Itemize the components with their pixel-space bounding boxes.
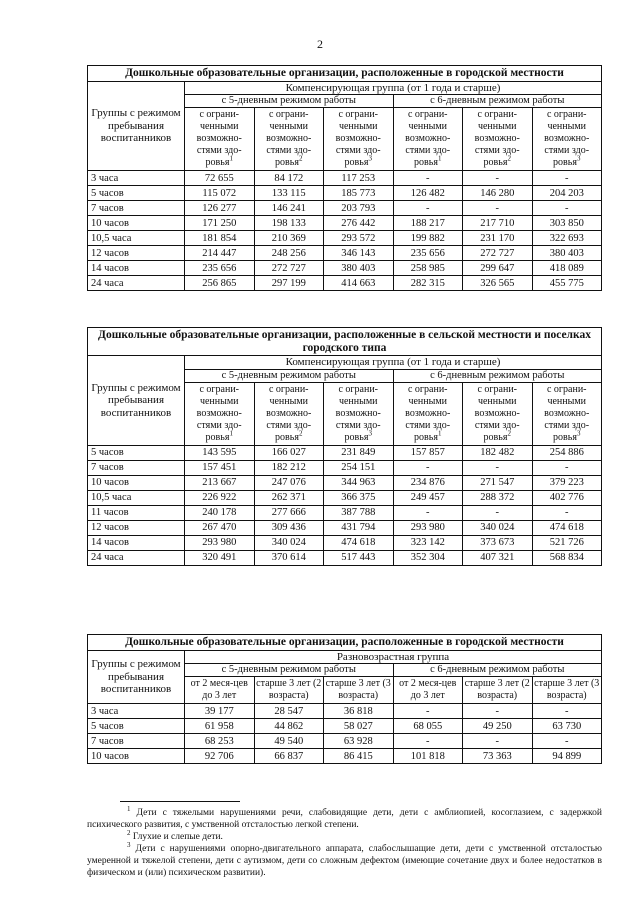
table-cell: 370 614 <box>254 550 324 565</box>
tariff-table-urban-mixed-age <box>87 634 602 764</box>
footnotes <box>87 804 603 879</box>
table-cell: 199 882 <box>393 231 463 246</box>
table-row <box>88 201 602 216</box>
column-header: старше 3 лет (2 возраста) <box>254 677 324 704</box>
row-label: 5 часов <box>88 445 185 460</box>
column-header <box>463 382 533 445</box>
table-cell: 521 726 <box>532 535 602 550</box>
table-row <box>88 505 602 520</box>
table-cell: 299 647 <box>463 261 533 276</box>
table-cell: 235 656 <box>185 261 255 276</box>
column-header-text: с ограни-ченными возможно-стями здо-ровья <box>266 109 312 168</box>
table-cell: - <box>393 734 463 749</box>
row-label: 10 часов <box>88 216 185 231</box>
table-title: Дошкольные образовательные организации, расположенные в городской местности <box>88 635 602 651</box>
column-header-text: с ограни-ченными возможно-стями здо-ровья <box>544 383 590 443</box>
table-cell: - <box>393 201 463 216</box>
row-label: 10,5 часа <box>88 231 185 246</box>
row-label: 7 часов <box>88 460 185 475</box>
group-header: Группы с режимом пребывания воспитанников <box>88 81 185 171</box>
footnote <box>87 840 603 879</box>
table-cell: 248 256 <box>254 246 324 261</box>
table-cell: 92 706 <box>185 749 255 764</box>
footnote-text: Дети с тяжелыми нарушениями речи, слабовидящие дети, дети с амблиопией, косоглазием, с задержкой психического развития, с умственной отсталостью легкой степени. <box>87 808 602 830</box>
table-cell: 272 727 <box>254 261 324 276</box>
column-header <box>185 108 255 171</box>
table-row <box>88 246 602 261</box>
table-cell: 146 241 <box>254 201 324 216</box>
table-cell: 340 024 <box>254 535 324 550</box>
table-cell: 455 775 <box>532 276 602 291</box>
table-cell: 322 693 <box>532 231 602 246</box>
group-header: Группы с режимом пребывания воспитанников <box>88 356 185 446</box>
five-day-header: с 5-дневным режимом работы <box>185 95 394 108</box>
row-label: 7 часов <box>88 734 185 749</box>
table-cell: 157 857 <box>393 445 463 460</box>
table-cell: 166 027 <box>254 445 324 460</box>
column-header-text: с ограни-ченными возможно-стями здо-ровья <box>544 109 590 168</box>
row-label: 24 часа <box>88 550 185 565</box>
table-cell: 217 710 <box>463 216 533 231</box>
five-day-header: с 5-дневным режимом работы <box>185 664 394 677</box>
table-cell: 101 818 <box>393 749 463 764</box>
row-label: 24 часа <box>88 276 185 291</box>
table-row <box>88 231 602 246</box>
footnote <box>87 828 602 843</box>
table-row <box>88 719 602 734</box>
table-cell: 63 928 <box>324 734 394 749</box>
table-cell: 387 788 <box>324 505 394 520</box>
footnote-text: Дети с нарушениями опорно-двигательного аппарата, слабослышащие дети, дети с умственной отсталостью умеренной и тяжелой степени, дети с аутизмом, дети со сложным дефектом (имеющие сочетание двух и более недостатков в физическом и (или) психическом развитии). <box>87 844 603 878</box>
table-cell: - <box>463 505 533 520</box>
table-cell: 249 457 <box>393 490 463 505</box>
group-header: Группы с режимом пребывания воспитанников <box>88 650 185 704</box>
column-header <box>254 382 324 445</box>
column-header-text: с ограни-ченными возможно-стями здо-ровья <box>474 383 520 443</box>
table-cell: 293 980 <box>185 535 255 550</box>
table-cell: 340 024 <box>463 520 533 535</box>
table-cell: 380 403 <box>324 261 394 276</box>
table-cell: 309 436 <box>254 520 324 535</box>
six-day-header: с 6-дневным режимом работы <box>393 664 602 677</box>
column-header-text: с ограни-ченными возможно-стями здо-ровья <box>405 383 451 443</box>
table-row <box>88 550 602 565</box>
table-cell: 36 818 <box>324 704 394 719</box>
table-cell: 474 618 <box>324 535 394 550</box>
column-header <box>532 108 602 171</box>
row-label: 5 часов <box>88 186 185 201</box>
table-cell: 402 776 <box>532 490 602 505</box>
table-cell: 115 072 <box>185 186 255 201</box>
row-label: 12 часов <box>88 246 185 261</box>
table-cell: 182 212 <box>254 460 324 475</box>
column-header <box>185 382 255 445</box>
table-cell: 474 618 <box>532 520 602 535</box>
table-cell: 346 143 <box>324 246 394 261</box>
table-cell: 373 673 <box>463 535 533 550</box>
column-header: от 2 меся-цев до 3 лет <box>185 677 255 704</box>
table-cell: 326 565 <box>463 276 533 291</box>
table-cell: 431 794 <box>324 520 394 535</box>
table-cell: 44 862 <box>254 719 324 734</box>
column-header <box>324 108 394 171</box>
column-header <box>254 108 324 171</box>
row-label: 7 часов <box>88 201 185 216</box>
footnote-text: Глухие и слепые дети. <box>132 832 223 842</box>
table-cell: 213 667 <box>185 475 255 490</box>
table-cell: 133 115 <box>254 186 324 201</box>
footnote-ref: 3 <box>576 429 581 438</box>
table-cell: - <box>463 734 533 749</box>
footnote-mark: 2 <box>127 828 131 837</box>
table-row <box>88 171 602 186</box>
six-day-header: с 6-дневным режимом работы <box>393 369 602 382</box>
tariff-table-rural-compensating <box>87 327 602 566</box>
table-cell: 214 447 <box>185 246 255 261</box>
table-cell: 126 482 <box>393 186 463 201</box>
table-cell: 157 451 <box>185 460 255 475</box>
table-title: Дошкольные образовательные организации, расположенные в сельской местности и поселках городского типа <box>88 328 602 356</box>
table-row <box>88 535 602 550</box>
row-label: 3 часа <box>88 704 185 719</box>
table-cell: 256 865 <box>185 276 255 291</box>
column-header: старше 3 лет (3 возраста) <box>532 677 602 704</box>
table-cell: 171 250 <box>185 216 255 231</box>
table-cell: 143 595 <box>185 445 255 460</box>
column-header-text: с ограни-ченными возможно-стями здо-ровья <box>266 383 312 443</box>
column-header-text: с ограни-ченными возможно-стями здо-ровья <box>405 109 451 168</box>
table-cell: 58 027 <box>324 719 394 734</box>
footnote-ref: 2 <box>507 154 511 163</box>
row-label: 14 часов <box>88 261 185 276</box>
table-cell: 94 899 <box>532 749 602 764</box>
column-header-text: с ограни-ченными возможно-стями здо-ровья <box>196 383 242 443</box>
table-cell: 181 854 <box>185 231 255 246</box>
table-cell: - <box>532 704 602 719</box>
table-cell: 39 177 <box>185 704 255 719</box>
footnote-ref: 3 <box>368 429 372 438</box>
table-cell: 303 850 <box>532 216 602 231</box>
table-cell: 28 547 <box>254 704 324 719</box>
table-cell: 61 958 <box>185 719 255 734</box>
table-row <box>88 216 602 231</box>
footnote-ref: 2 <box>507 429 511 438</box>
table-cell: 210 369 <box>254 231 324 246</box>
table-cell: 247 076 <box>254 475 324 490</box>
column-header <box>532 382 602 445</box>
table-cell: 277 666 <box>254 505 324 520</box>
table-cell: 63 730 <box>532 719 602 734</box>
table-cell: 517 443 <box>324 550 394 565</box>
table-cell: 185 773 <box>324 186 394 201</box>
column-header: старше 3 лет (3 возраста) <box>324 677 394 704</box>
table-cell: - <box>393 171 463 186</box>
column-header <box>463 108 533 171</box>
footnote-ref: 2 <box>298 429 303 438</box>
table-cell: 72 655 <box>185 171 255 186</box>
table-cell: 68 055 <box>393 719 463 734</box>
table-cell: 352 304 <box>393 550 463 565</box>
table-cell: - <box>393 460 463 475</box>
column-header-text: с ограни-ченными возможно-стями здо-ровья <box>196 109 242 168</box>
column-header-text: с ограни-ченными возможно-стями здо-ровья <box>335 109 381 168</box>
row-label: 12 часов <box>88 520 185 535</box>
table-cell: 231 849 <box>324 445 394 460</box>
footnote-separator <box>120 801 240 802</box>
row-label: 10 часов <box>88 749 185 764</box>
table-cell: 366 375 <box>324 490 394 505</box>
six-day-header: с 6-дневным режимом работы <box>393 95 602 108</box>
table-cell: 271 547 <box>463 475 533 490</box>
table-row <box>88 475 602 490</box>
group-type-header: Компенсирующая группа (от 1 года и старше) <box>185 81 602 95</box>
footnote-mark: 3 <box>127 840 131 849</box>
footnote-ref: 1 <box>437 429 442 438</box>
table-cell: 380 403 <box>532 246 602 261</box>
tariff-table-urban-compensating <box>87 65 602 291</box>
table-cell: - <box>463 201 533 216</box>
footnote-ref: 1 <box>229 154 233 163</box>
column-header <box>324 382 394 445</box>
table-cell: 293 572 <box>324 231 394 246</box>
table-cell: 204 203 <box>532 186 602 201</box>
footnote-ref: 3 <box>576 154 581 163</box>
table-cell: 126 277 <box>185 201 255 216</box>
footnote-mark: 1 <box>127 804 131 813</box>
row-label: 5 часов <box>88 719 185 734</box>
table-cell: 568 834 <box>532 550 602 565</box>
table-row <box>88 261 602 276</box>
footnote <box>87 804 602 831</box>
table-cell: - <box>532 734 602 749</box>
table-cell: 254 886 <box>532 445 602 460</box>
column-header-text: с ограни-ченными возможно-стями здо-ровья <box>474 109 520 168</box>
footnote-ref: 1 <box>437 154 442 163</box>
table-cell: - <box>463 460 533 475</box>
table-cell: 293 980 <box>393 520 463 535</box>
table-cell: 188 217 <box>393 216 463 231</box>
table-cell: 86 415 <box>324 749 394 764</box>
table-row <box>88 520 602 535</box>
footnote-ref: 3 <box>368 154 372 163</box>
table-row <box>88 445 602 460</box>
table-cell: 254 151 <box>324 460 394 475</box>
table-cell: 66 837 <box>254 749 324 764</box>
table-cell: 379 223 <box>532 475 602 490</box>
table-cell: 267 470 <box>185 520 255 535</box>
column-header: от 2 меся-цев до 3 лет <box>393 677 463 704</box>
group-type-header: Разновозрастная группа <box>185 650 602 664</box>
table-cell: 262 371 <box>254 490 324 505</box>
table-cell: 297 199 <box>254 276 324 291</box>
table-row <box>88 276 602 291</box>
table-cell: 146 280 <box>463 186 533 201</box>
five-day-header: с 5-дневным режимом работы <box>185 369 394 382</box>
table-cell: 231 170 <box>463 231 533 246</box>
table-cell: - <box>532 171 602 186</box>
table-cell: 288 372 <box>463 490 533 505</box>
table-cell: - <box>463 704 533 719</box>
table-row <box>88 490 602 505</box>
table-cell: 282 315 <box>393 276 463 291</box>
table-cell: 258 985 <box>393 261 463 276</box>
table-cell: 418 089 <box>532 261 602 276</box>
table-row <box>88 734 602 749</box>
table-cell: 344 963 <box>324 475 394 490</box>
table-cell: - <box>532 201 602 216</box>
group-type-header: Компенсирующая группа (от 1 года и старше) <box>185 356 602 370</box>
column-header <box>393 382 463 445</box>
footnote-ref: 1 <box>229 429 233 438</box>
table-cell: 198 133 <box>254 216 324 231</box>
table-cell: 323 142 <box>393 535 463 550</box>
row-label: 10 часов <box>88 475 185 490</box>
table-cell: 49 540 <box>254 734 324 749</box>
table-cell: - <box>532 460 602 475</box>
column-header: старше 3 лет (2 возраста) <box>463 677 533 704</box>
row-label: 11 часов <box>88 505 185 520</box>
column-header-text: с ограни-ченными возможно-стями здо-ровья <box>335 383 381 443</box>
footnote-ref: 2 <box>298 154 303 163</box>
page-number: 2 <box>317 37 323 51</box>
table-cell: 240 178 <box>185 505 255 520</box>
table-cell: 226 922 <box>185 490 255 505</box>
table-cell: 276 442 <box>324 216 394 231</box>
table-cell: - <box>393 704 463 719</box>
table-row <box>88 704 602 719</box>
table-cell: 49 250 <box>463 719 533 734</box>
row-label: 14 часов <box>88 535 185 550</box>
table-cell: 117 253 <box>324 171 394 186</box>
table-title: Дошкольные образовательные организации, расположенные в городской местности <box>88 66 602 82</box>
table-cell: 272 727 <box>463 246 533 261</box>
row-label: 10,5 часа <box>88 490 185 505</box>
table-cell: 234 876 <box>393 475 463 490</box>
table-row <box>88 749 602 764</box>
table-cell: - <box>532 505 602 520</box>
table-cell: 203 793 <box>324 201 394 216</box>
table-cell: 73 363 <box>463 749 533 764</box>
table-cell: 182 482 <box>463 445 533 460</box>
table-cell: 414 663 <box>324 276 394 291</box>
table-cell: - <box>463 171 533 186</box>
table-cell: 84 172 <box>254 171 324 186</box>
table-row <box>88 186 602 201</box>
table-cell: 235 656 <box>393 246 463 261</box>
column-header <box>393 108 463 171</box>
table-row <box>88 460 602 475</box>
table-cell: 320 491 <box>185 550 255 565</box>
table-cell: 68 253 <box>185 734 255 749</box>
table-cell: - <box>393 505 463 520</box>
row-label: 3 часа <box>88 171 185 186</box>
table-cell: 407 321 <box>463 550 533 565</box>
